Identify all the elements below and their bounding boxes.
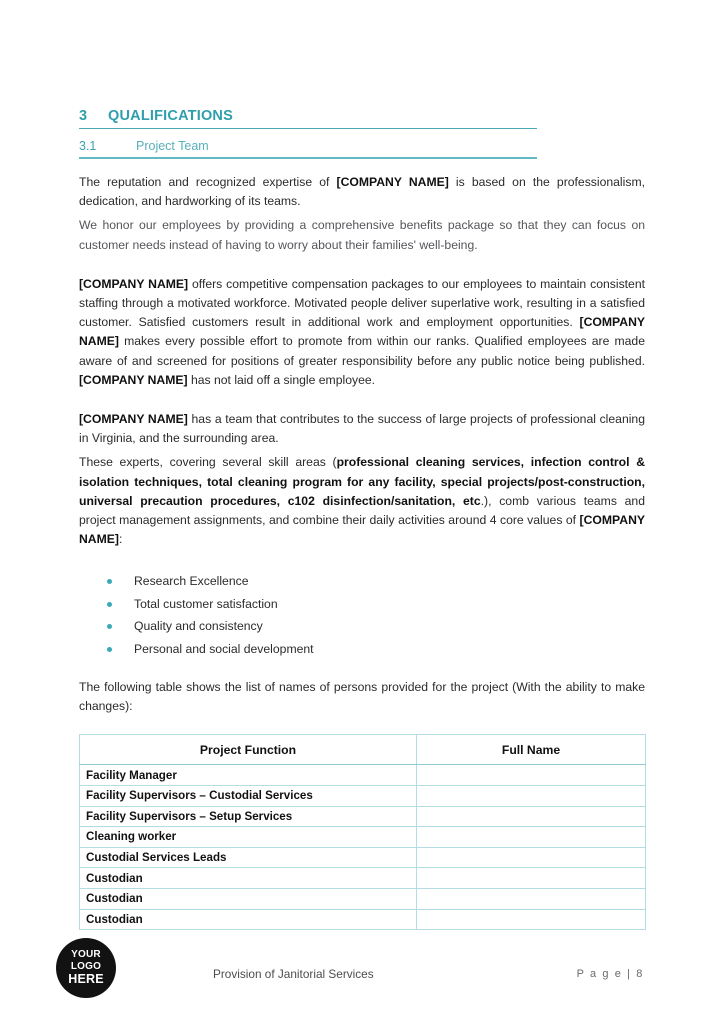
- table-body: [80, 765, 646, 930]
- table-row: [80, 827, 646, 848]
- list-item: [107, 618, 645, 635]
- paragraph-reputation: [79, 173, 645, 211]
- bullet-icon: [107, 602, 112, 607]
- section-heading: [79, 108, 537, 129]
- table-cell-full-name[interactable]: [417, 847, 646, 868]
- table-row: [80, 806, 646, 827]
- table-row: [80, 785, 646, 806]
- paragraph-benefits: We honor our employees by providing a comprehensive benefits package so that they can focus on customer needs instead of having to worry about their families' well-being.: [79, 218, 645, 252]
- paragraph-text: These experts, covering several skill areas (: [79, 455, 337, 470]
- table-cell-function: Facility Supervisors – Setup Services: [80, 806, 417, 827]
- paragraph-text: has not laid off a single employee.: [187, 372, 376, 387]
- table-cell-function: Custodian: [80, 909, 417, 930]
- paragraph-team: [79, 410, 645, 448]
- paragraph-text: makes every possible effort to promote from within our ranks. Qualified employees are made aware of and screened for positions of greater responsibility before any public notice being published.: [79, 334, 645, 368]
- table-cell-full-name[interactable]: [417, 827, 646, 848]
- list-item-label: Research Excellence: [134, 574, 249, 589]
- paragraph-skill-areas: [79, 453, 645, 549]
- company-name-placeholder: [COMPANY NAME]: [79, 513, 645, 547]
- table-header-project-function: Project Function: [80, 735, 417, 765]
- list-item: [107, 573, 645, 590]
- table-cell-full-name[interactable]: [417, 765, 646, 786]
- footer-document-title: Provision of Janitorial Services: [213, 967, 374, 981]
- footer-page-number: P a g e | 8: [576, 968, 644, 980]
- section-heading-number: 3: [79, 108, 88, 124]
- company-name-placeholder: [COMPANY NAME]: [79, 276, 189, 291]
- paragraph-compensation: [79, 275, 645, 390]
- list-item-label: Personal and social development: [134, 641, 314, 656]
- company-name-placeholder: [COMPANY NAME]: [79, 372, 188, 387]
- page-footer: [0, 928, 724, 1024]
- paragraph-text: :: [118, 532, 123, 547]
- section-heading-title: QUALIFICATIONS: [108, 108, 233, 124]
- table-header-full-name: Full Name: [417, 735, 646, 765]
- list-item-label: Quality and consistency: [134, 619, 263, 634]
- paragraph-text: .), comb various teams and project management assignments, and combine their daily activities around 4 core values of: [79, 493, 645, 528]
- table-cell-full-name[interactable]: [417, 785, 646, 806]
- table-cell-full-name[interactable]: [417, 909, 646, 930]
- bullet-icon: [107, 647, 112, 652]
- table-header-row: [80, 735, 646, 765]
- table-row: [80, 847, 646, 868]
- table-row: [80, 909, 646, 930]
- table-row: [80, 888, 646, 909]
- paragraph-text: has a team that contributes to the success of large projects of professional cleaning in Virginia, and the surrounding area.: [79, 412, 645, 446]
- paragraph-text: offers competitive compensation packages to our employees to maintain consistent staffing through a motivated workforce. Motivated people deliver superlative work, resulting in a satisfied customer. Satisfied customers result in additional work and employment opportunities.: [79, 276, 645, 330]
- skill-areas-bold: professional cleaning services, infection control & isolation techniques, total cleaning program for any facility, special projects/post-construction, universal precaution procedures, c102 disinfection/sanitation, etc: [79, 455, 645, 508]
- document-content: [79, 108, 645, 930]
- logo-line-1: YOUR: [71, 949, 101, 961]
- table-row: [80, 868, 646, 889]
- bullet-icon: [107, 579, 112, 584]
- table-cell-function: Custodian: [80, 868, 417, 889]
- project-team-table: [79, 734, 646, 930]
- subsection-heading: [79, 129, 537, 159]
- paragraph-text: is based on the professionalism, dedication, and hardworking of its teams.: [79, 175, 645, 209]
- company-name-placeholder: [COMPANY NAME]: [79, 315, 645, 349]
- subsection-heading-title: Project Team: [136, 139, 209, 153]
- list-item: [107, 596, 645, 613]
- table-cell-function: Facility Supervisors – Custodial Services: [80, 785, 417, 806]
- list-item: [107, 641, 645, 658]
- company-logo: [56, 938, 116, 998]
- table-cell-function: Facility Manager: [80, 765, 417, 786]
- table-row: [80, 765, 646, 786]
- table-cell-function: Cleaning worker: [80, 827, 417, 848]
- table-cell-function: Custodian: [80, 888, 417, 909]
- table-cell-full-name[interactable]: [417, 868, 646, 889]
- list-item-label: Total customer satisfaction: [134, 596, 278, 611]
- core-values-list: [79, 573, 645, 658]
- company-name-placeholder: [COMPANY NAME]: [336, 175, 449, 189]
- logo-line-3: HERE: [68, 972, 104, 987]
- table-cell-function: Custodial Services Leads: [80, 847, 417, 868]
- subsection-heading-number: 3.1: [79, 139, 97, 153]
- paragraph-table-intro: The following table shows the list of names of persons provided for the project (With the ability to make changes):: [79, 679, 645, 714]
- table-cell-full-name[interactable]: [417, 888, 646, 909]
- logo-line-2: LOGO: [70, 960, 102, 972]
- company-name-placeholder: [COMPANY NAME]: [79, 412, 188, 427]
- table-cell-full-name[interactable]: [417, 806, 646, 827]
- bullet-icon: [107, 624, 112, 629]
- paragraph-text: The reputation and recognized expertise of: [79, 175, 337, 189]
